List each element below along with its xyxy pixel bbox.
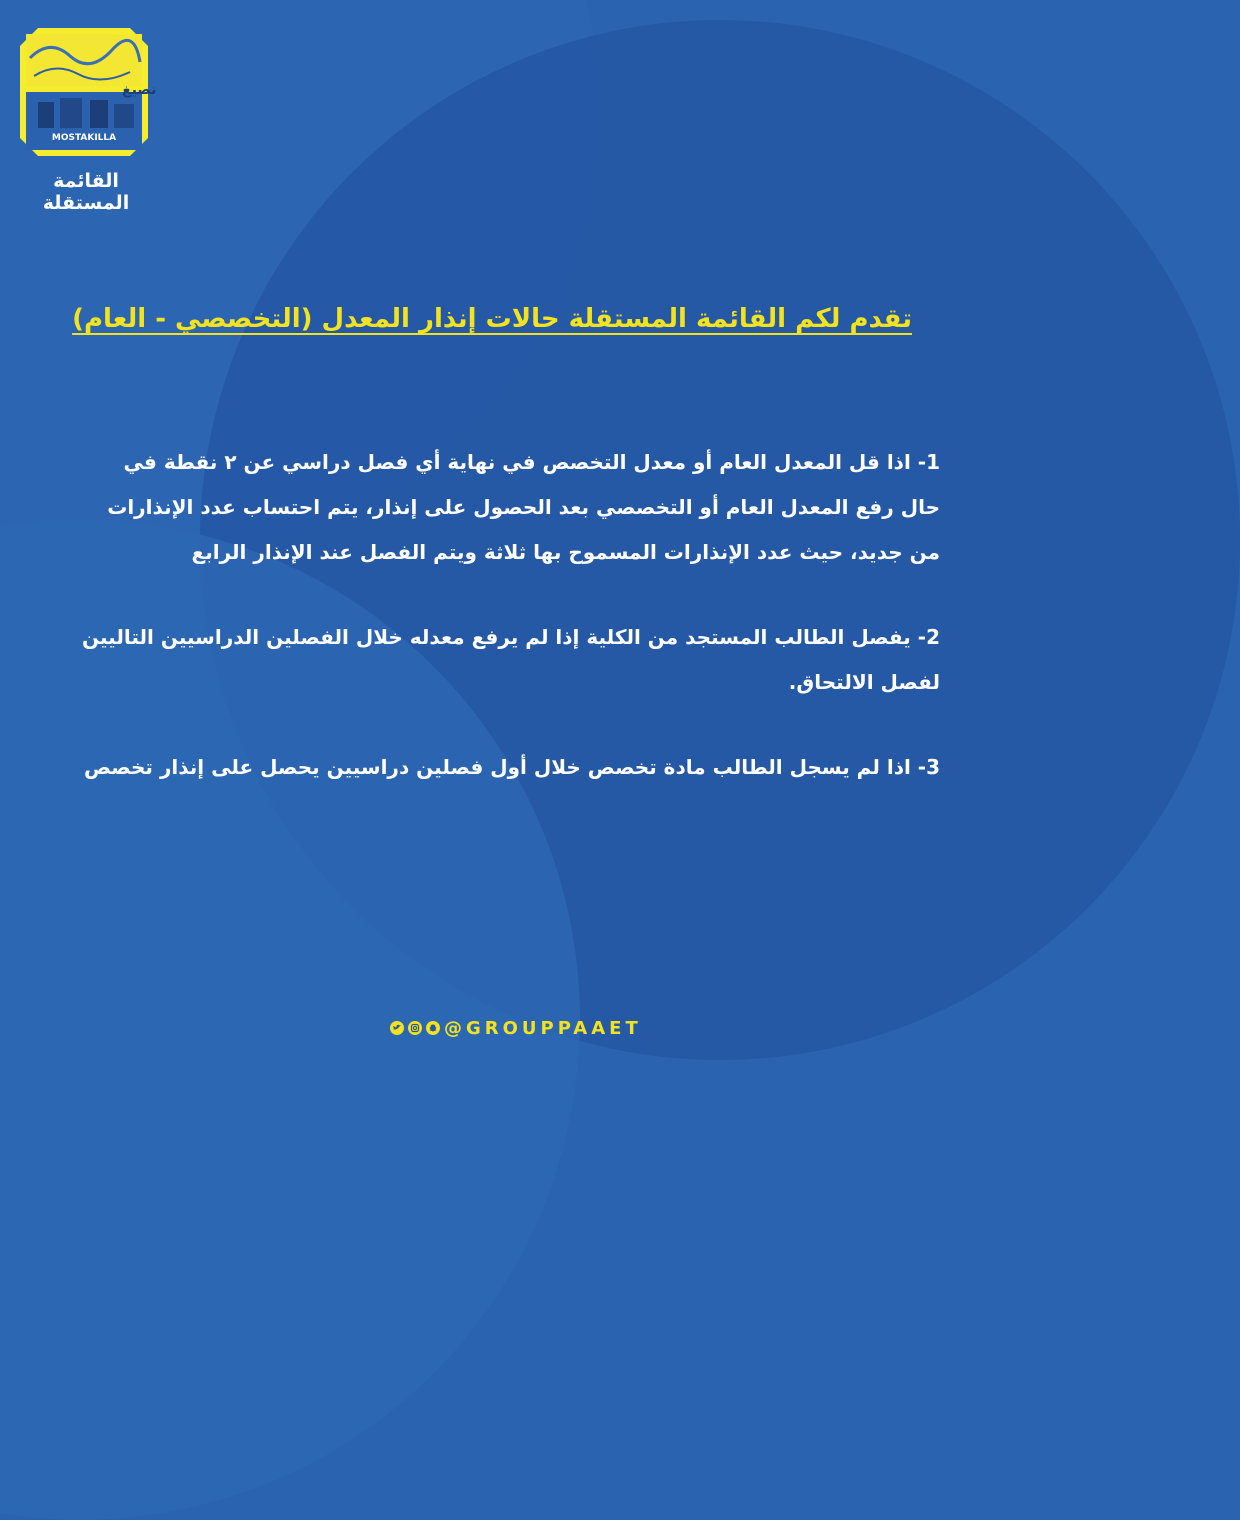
page-title: تقدم لكم القائمة المستقلة حالات إنذار المعدل (التخصصي - العام): [72, 304, 912, 334]
rules-list: [80, 440, 940, 830]
rule-item-1: 1- اذا قل المعدل العام أو معدل التخصص في نهاية أي فصل دراسي عن ٢ نقطة في حال رفع المعدل العام أو التخصصي بعد الحصول على إنذار، يتم احتساب عدد الإنذارات من جديد، حيث عدد الإنذارات المسموح بها ثلاثة ويتم الفصل عند الإنذار الرابع: [107, 450, 940, 564]
brand-logo: [20, 28, 157, 156]
brand-name: القائمة المستقلة: [42, 170, 130, 214]
snapchat-icon[interactable]: [426, 1021, 440, 1035]
instagram-icon[interactable]: [408, 1021, 422, 1035]
twitter-icon[interactable]: [390, 1021, 404, 1035]
rule-item-2: 2- يفصل الطالب المستجد من الكلية إذا لم يرفع معدله خلال الفصلين الدراسيين التاليين لفصل الالتحاق.: [82, 625, 940, 694]
social-handle[interactable]: @GROUPPAAET: [444, 1017, 642, 1039]
logo-slogan: نصيغ: [122, 82, 157, 98]
logo-caption: MOSTAKILLA: [51, 133, 117, 143]
social-footer: [390, 1014, 642, 1042]
rule-item-3: 3- اذا لم يسجل الطالب مادة تخصص خلال أول فصلين دراسيين يحصل على إنذار تخصص: [83, 755, 940, 779]
